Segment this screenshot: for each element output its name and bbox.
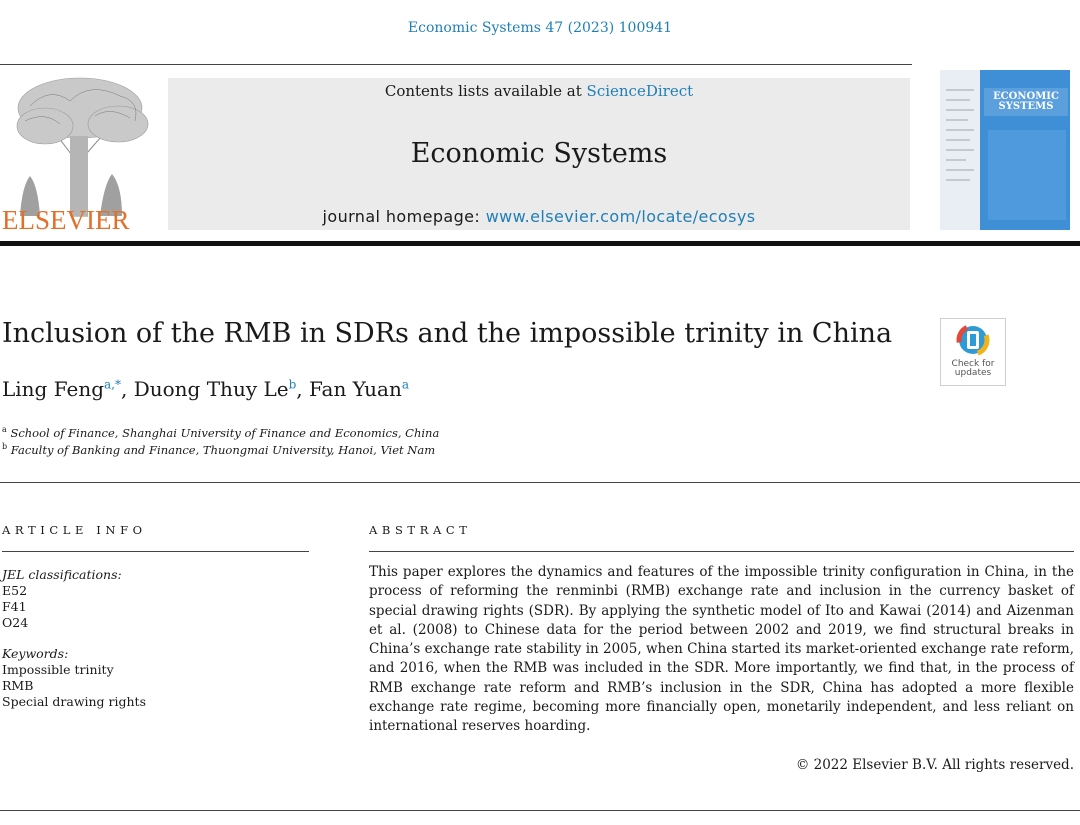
divider — [369, 551, 1074, 552]
keyword: Impossible trinity — [2, 662, 114, 677]
affiliation-mark: a — [2, 425, 7, 434]
jel-label: JEL classifications: — [2, 567, 122, 582]
author-name[interactable]: Ling Feng — [2, 377, 105, 401]
journal-citation[interactable] — [0, 20, 1080, 36]
article-title: Inclusion of the RMB in SDRs and the impossible trinity in China — [2, 318, 893, 349]
keyword: Special drawing rights — [2, 694, 147, 709]
author-superscript[interactable]: b — [288, 377, 297, 392]
jel-code: F41 — [2, 599, 27, 614]
affiliation — [2, 442, 435, 457]
journal-title: Economic Systems — [410, 138, 668, 169]
sciencedirect-link[interactable]: ScienceDirect — [586, 82, 694, 100]
homepage-link[interactable]: www.elsevier.com/locate/ecosys — [485, 207, 756, 226]
author-superscript[interactable]: a,* — [104, 377, 121, 392]
cover-title: ECONOMIC SYSTEMS — [993, 91, 1059, 112]
affiliation-mark: b — [2, 442, 8, 451]
abstract-body: This paper explores the dynamics and features of the impossible trinity configuration in China, in the process of reforming the renminbi (RMB) exchange rate and inclusion in the currency basket of special drawing rights (SDR). By applying the synthetic model of Ito and Kawai (2014) and Aizenman et al. (2008) to Chinese data for the period between 2002 and 2019, we find structural breaks in China’s exchange rate stability in 2005, when China started its market-oriented exchange rate reform, and 2016, when the RMB was included in the SDR. More importantly, we find that, in the process of RMB exchange rate reform and RMB’s inclusion in the SDR, China has adopted a more flexible exchange rate regime, becoming more financially open, monetarily independent, and less reliant on international reserves hoarding. — [369, 564, 1074, 735]
crossmark-line2: updates — [954, 368, 992, 378]
affiliation — [2, 425, 439, 440]
keywords-label: Keywords: — [2, 646, 69, 661]
jel-code: E52 — [2, 583, 28, 598]
citation-link[interactable]: Economic Systems 47 (2023) 100941 — [407, 20, 673, 36]
divider — [0, 810, 1080, 811]
masthead-rule — [0, 241, 1080, 246]
author-name[interactable]: Fan Yuan — [309, 377, 402, 401]
article-info-heading: ARTICLE INFO — [2, 523, 147, 537]
author-superscript[interactable]: a — [401, 377, 409, 392]
copyright-notice: © 2022 Elsevier B.V. All rights reserved. — [795, 757, 1074, 773]
abstract-heading: ABSTRACT — [369, 523, 472, 537]
crossmark-label — [940, 360, 1006, 378]
journal-cover-thumbnail[interactable] — [940, 70, 1070, 230]
jel-code: O24 — [2, 615, 29, 630]
contents-line — [168, 82, 910, 100]
homepage-line — [168, 207, 910, 226]
publisher-wordmark: ELSEVIER — [2, 205, 130, 235]
homepage-prefix: journal homepage: — [322, 207, 486, 226]
crossmark-line1: Check for — [951, 359, 995, 369]
affiliation-text: Faculty of Banking and Finance, Thuongmai University, Hanoi, Viet Nam — [10, 442, 436, 457]
author-list — [2, 377, 409, 401]
author-separator: , — [121, 377, 134, 401]
divider — [2, 551, 309, 552]
keyword: RMB — [2, 678, 34, 693]
author-name[interactable]: Duong Thuy Le — [133, 377, 289, 401]
affiliation-text: School of Finance, Shanghai University of Finance and Economics, China — [10, 425, 440, 440]
header-rule — [0, 64, 912, 65]
author-separator: , — [296, 377, 309, 401]
contents-prefix: Contents lists available at — [384, 82, 587, 100]
divider — [0, 482, 1080, 483]
